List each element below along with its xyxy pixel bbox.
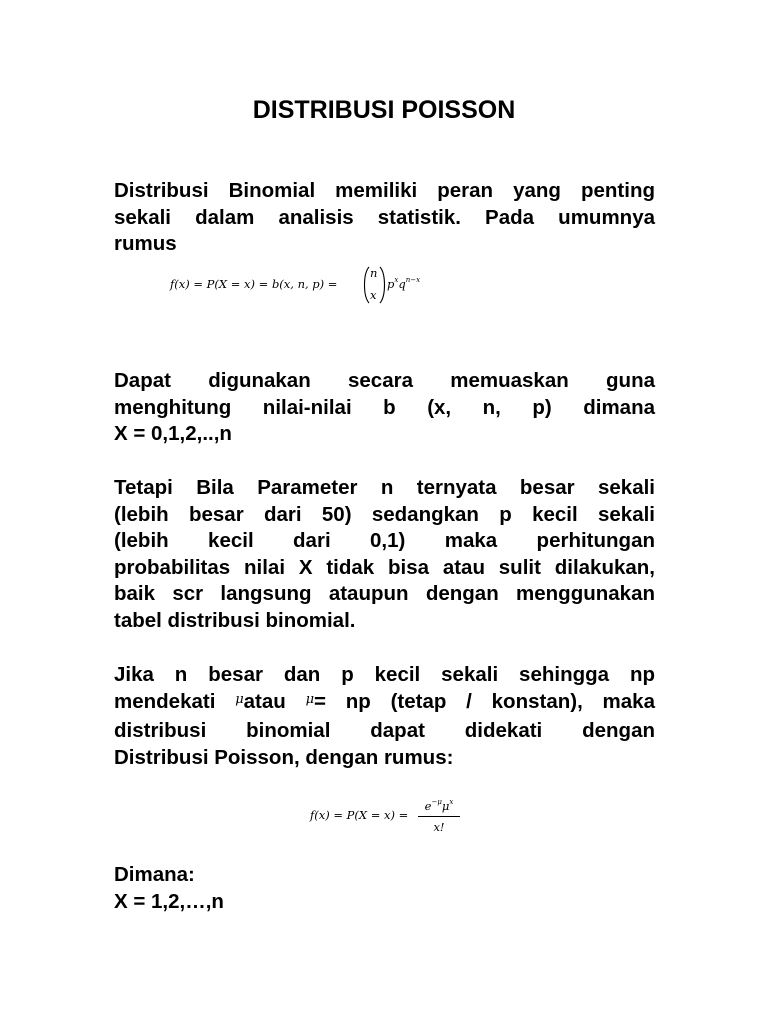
binomial-formula-tail	[387, 277, 420, 291]
text-fragment: = np (tetap / konstan), maka	[314, 689, 655, 713]
paragraph-parameters	[114, 475, 655, 634]
paragraph-approximation	[114, 662, 655, 771]
p-exponent: x	[394, 276, 399, 284]
text-line: baik scr langsung ataupun dengan menggunakan	[114, 582, 655, 605]
p-base: p	[387, 277, 395, 291]
e-base: e	[424, 799, 432, 813]
paragraph-where	[114, 862, 655, 915]
mu-symbol: μ	[305, 691, 315, 707]
text-line: X = 0,1,2,..,n	[114, 422, 232, 445]
page-title: DISTRIBUSI POISSON	[252, 96, 516, 124]
text-line: (lebih besar dari 50) sedangkan p kecil sekali	[114, 502, 655, 526]
text-line-with-mu	[114, 689, 655, 719]
text-line: Jika n besar dan p kecil sekali sehingga np	[114, 663, 655, 686]
binomial-coefficient	[362, 266, 386, 304]
q-exponent: n−x	[405, 276, 421, 284]
poisson-denominator: x!	[433, 820, 445, 834]
text-line: Distribusi Poisson, dengan rumus:	[114, 745, 454, 769]
text-line: Dimana:	[114, 863, 195, 886]
fraction-bar	[418, 816, 460, 817]
text-line: Tetapi Bila Parameter n ternyata besar sekali	[114, 476, 655, 499]
text-line: distribusi binomial dapat didekati dengan	[114, 719, 655, 742]
text-line: menghitung nilai-nilai b (x, n, p) dimana	[114, 395, 655, 419]
text-line: rumus	[114, 232, 177, 255]
text-fragment: atau	[243, 689, 286, 713]
e-exponent: −μ	[431, 798, 442, 806]
mu-symbol: μ	[235, 691, 244, 707]
poisson-formula-lhs: f(x) = P(X = x) =	[310, 808, 409, 822]
text-line: X = 1,2,…,n	[114, 889, 224, 913]
binom-top: n	[370, 266, 378, 280]
text-line: Distribusi Binomial memiliki peran yang penting	[114, 179, 655, 202]
text-line: Dapat digunakan secara memuaskan guna	[114, 369, 655, 392]
left-paren-icon	[362, 266, 370, 304]
q-base: q	[398, 277, 406, 291]
poisson-fraction	[418, 798, 460, 835]
binomial-formula-lhs: f(x) = P(X = x) = b(x, n, p) =	[170, 277, 338, 291]
paragraph-usage	[114, 368, 655, 448]
text-line: tabel distribusi binomial.	[114, 608, 356, 632]
text-fragment: mendekati	[114, 689, 216, 713]
binom-bottom: x	[370, 288, 377, 302]
poisson-numerator	[418, 798, 460, 814]
text-line: (lebih kecil dari 0,1) maka perhitungan	[114, 529, 655, 552]
text-line: probabilitas nilai X tidak bisa atau sulit dilakukan,	[114, 555, 655, 579]
right-paren-icon	[379, 266, 387, 304]
mu-base: μ	[441, 799, 450, 813]
paragraph-intro	[114, 178, 655, 258]
text-line: sekali dalam analisis statistik. Pada umumnya	[114, 205, 655, 229]
mu-exponent: x	[449, 798, 454, 806]
